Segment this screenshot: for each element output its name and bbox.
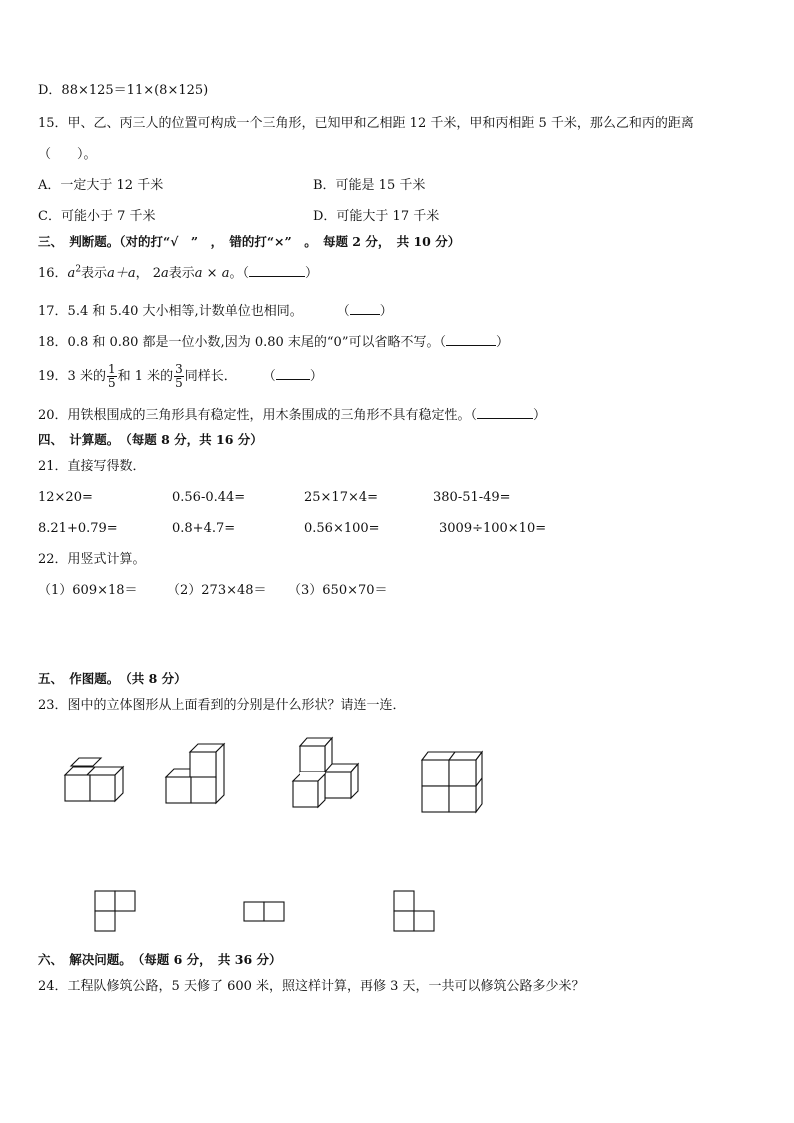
q19-frac2-num: 3 — [175, 362, 183, 376]
q15-option-d: D．可能大于 17 千米 — [313, 209, 440, 224]
q19-close: ） — [309, 369, 323, 384]
section-5-title: 五、 作图题。 （共 8 分） — [38, 671, 187, 686]
q21-r2c4: 3009÷100×10= — [439, 521, 547, 536]
fig4-front-bl — [422, 786, 449, 812]
tv2-right — [264, 902, 284, 921]
q17-open: （ — [336, 304, 350, 319]
q22-item-1: （1）609×18＝ — [38, 583, 138, 598]
q16-exponent: 2 — [75, 264, 82, 275]
solid-figure-3 — [291, 738, 363, 810]
fig4-front-tr — [449, 760, 476, 786]
solid-figure-4 — [420, 752, 490, 816]
fig1-back-top — [71, 758, 101, 766]
q19-frac2-den: 5 — [175, 376, 183, 390]
q22-item-3: （3）650×70＝ — [288, 583, 388, 598]
fig2-front-upper — [190, 752, 216, 778]
q16-answer-blank[interactable] — [249, 264, 305, 277]
q23-stem: 23．图中的立体图形从上面看到的分别是什么形状？请连一连． — [38, 698, 406, 713]
solid-figure-2 — [164, 744, 234, 808]
q16-end: 。（ — [229, 266, 249, 281]
q16-number: 16． — [38, 266, 68, 281]
q16-text1: 表示 — [81, 266, 108, 281]
tv3-bottom-right — [414, 911, 434, 931]
q16-text2: 表示 — [168, 266, 195, 281]
q16-expr2: a × a — [194, 266, 230, 281]
q15-option-a: A．一定大于 12 千米 — [38, 178, 164, 193]
section-3-title: 三、 判断题。（对的打“√ ” ， 错的打“×” 。 每题 2 分， 共 10 分） — [38, 234, 461, 249]
fig2-side-upper — [216, 744, 224, 803]
q21-r1c4: 380-51-49= — [433, 490, 511, 505]
solid-figure-1 — [62, 758, 132, 808]
q18-text: 18．0.8 和 0.80 都是一位小数,因为 0.80 末尾的“0”可以省略不写。（ — [38, 335, 446, 350]
q16-var-a2: a — [161, 266, 169, 281]
q17-close: ） — [379, 304, 393, 319]
top-view-3 — [393, 890, 437, 934]
q18-close: ） — [495, 335, 509, 350]
fig3-front-right — [325, 772, 351, 798]
fig3-front-lower-left — [293, 781, 318, 807]
q20-answer-blank[interactable] — [477, 406, 533, 419]
q22-stem: 22．用竖式计算。 — [38, 552, 146, 567]
q17-text: 17．5.4 和 5.40 大小相等,计数单位也相同。 — [38, 304, 303, 319]
q21-r2c1: 8.21+0.79= — [38, 521, 118, 536]
q22-item-2: （2）273×48＝ — [167, 583, 267, 598]
question-17 — [38, 302, 393, 321]
tv1-top-right — [115, 891, 135, 911]
question-19 — [38, 360, 323, 394]
q19-answer-blank[interactable] — [276, 367, 310, 380]
tv2-left — [244, 902, 264, 921]
q21-r1c3: 25×17×4= — [304, 490, 379, 505]
question-20 — [38, 406, 546, 425]
fig4-front-tl — [422, 760, 449, 786]
q21-r1c1: 12×20= — [38, 490, 93, 505]
q20-close: ） — [533, 408, 547, 423]
q21-r2c2: 0.8+4.7= — [172, 521, 236, 536]
section-6-title: 六、 解决问题。 （每题 6 分， 共 36 分） — [38, 952, 282, 967]
fig1-front-right — [90, 775, 115, 801]
q15-option-c: C．可能小于 7 千米 — [38, 209, 156, 224]
top-view-2 — [243, 901, 287, 923]
q16-coef: 2 — [152, 266, 162, 281]
tv1-bottom-left — [95, 911, 115, 931]
question-16 — [38, 264, 318, 283]
q16-sep: ， — [135, 266, 149, 281]
q19-text3: 同样长． — [184, 369, 237, 384]
q14-option-d: D．88×125＝11×(8×125) — [38, 83, 209, 98]
q19-text2: 和 1 米的 — [117, 369, 174, 384]
fig4-front-br — [449, 786, 476, 812]
q21-stem: 21．直接写得数． — [38, 459, 146, 474]
q19-fraction-1 — [107, 363, 117, 390]
q19-open: （ — [262, 369, 276, 384]
fig3-front-high — [300, 746, 325, 772]
tv1-top-left — [95, 891, 115, 911]
q18-answer-blank[interactable] — [446, 333, 496, 346]
question-18 — [38, 333, 509, 352]
q16-close: ） — [304, 266, 318, 281]
tv3-top-left — [394, 891, 414, 911]
q16-expr1: a＋a — [107, 266, 136, 281]
fig2-front-lower-left — [166, 777, 191, 803]
q19-fraction-2 — [174, 363, 184, 390]
q16-var-a: a — [67, 266, 76, 281]
q15-option-b: B．可能是 15 千米 — [313, 178, 426, 193]
section-4-title: 四、 计算题。 （每题 8 分，共 16 分） — [38, 432, 263, 447]
tv3-bottom-left — [394, 911, 414, 931]
q15-stem-line1: 15．甲、乙、丙三人的位置可构成一个三角形，已知甲和乙相距 12 千米，甲和丙相距 5 千米，那么乙和丙的距离 — [38, 116, 694, 131]
fig1-front-left — [65, 775, 90, 801]
q21-r1c2: 0.56-0.44= — [172, 490, 246, 505]
fig2-front-lower-right — [191, 777, 216, 803]
top-view-1 — [94, 890, 138, 934]
q19-frac1-den: 5 — [107, 376, 116, 390]
q20-text: 20．用铁根围成的三角形具有稳定性，用木条围成的三角形不具有稳定性。（ — [38, 408, 478, 423]
q17-answer-blank[interactable] — [350, 302, 380, 315]
question-24: 24．工程队修筑公路，5 天修了 600 米，照这样计算，再修 3 天，一共可以修筑公路多少米？ — [38, 979, 585, 994]
q19-frac1-num: 1 — [107, 362, 116, 376]
q19-text1: 19．3 米的 — [38, 369, 106, 384]
q15-stem-line2: （ ）。 — [38, 147, 97, 162]
q21-r2c3: 0.56×100= — [304, 521, 380, 536]
